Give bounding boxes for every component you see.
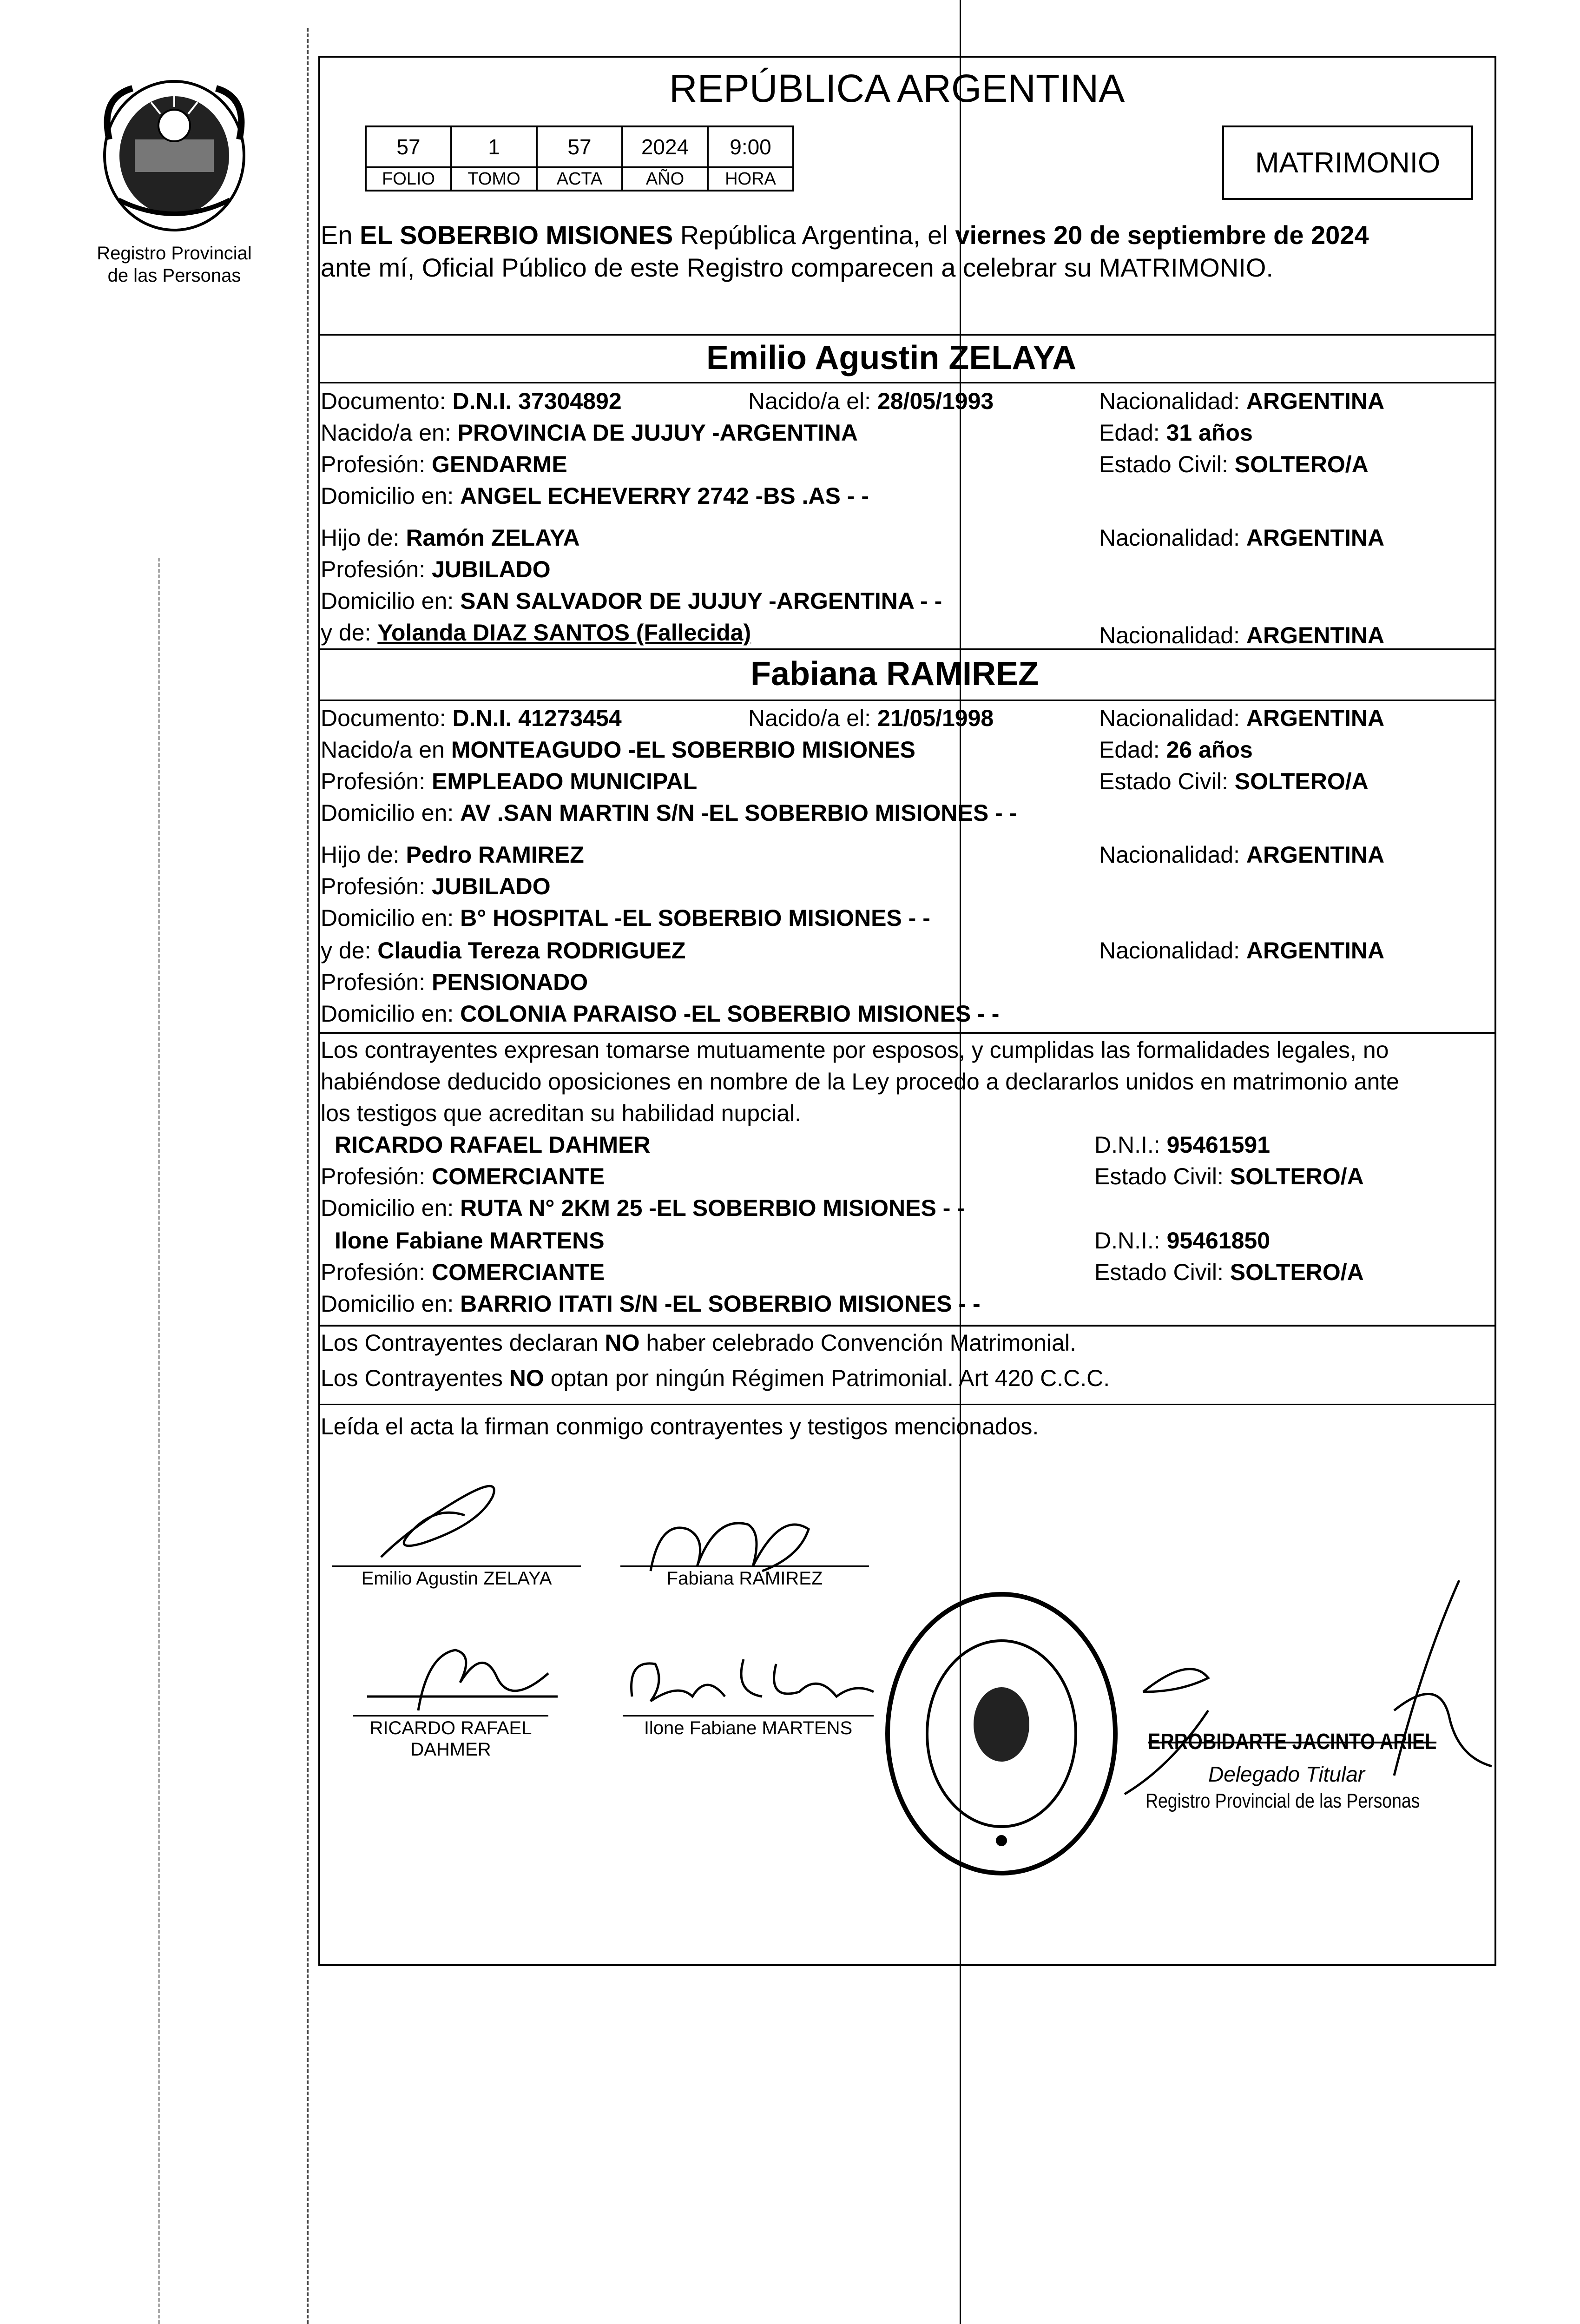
label: Hijo de: xyxy=(321,842,406,868)
value: COMERCIANTE xyxy=(432,1163,605,1189)
declaration-line1: Los contrayentes expresan tomarse mutuamente por esposos, y cumplidas las formalidades legales, no xyxy=(321,1037,1389,1063)
value: D.N.I. 41273454 xyxy=(452,705,622,731)
official-org: Registro Provincial de las Personas xyxy=(1146,1789,1420,1812)
spouse2-birthplace xyxy=(321,734,915,765)
spouse1-born xyxy=(748,386,994,416)
spouse2-name: Fabiana RAMIREZ xyxy=(750,655,1039,693)
divider-closing xyxy=(318,1404,1496,1405)
value: JUBILADO xyxy=(432,556,551,582)
spouse1-father xyxy=(321,522,580,553)
spouse2-doc xyxy=(321,703,622,733)
spouse1-mother xyxy=(321,617,751,648)
spouse2-father-profession xyxy=(321,871,551,902)
spouse2-profession xyxy=(321,766,697,797)
signature-ricardo xyxy=(362,1636,567,1720)
label: Documento: xyxy=(321,388,453,414)
label: Profesión: xyxy=(321,1259,432,1285)
signature-name-ricardo-2: DAHMER xyxy=(410,1739,491,1760)
value: ARGENTINA xyxy=(1246,938,1385,964)
official-seal xyxy=(883,1590,1120,1878)
ano-value: 2024 xyxy=(622,126,708,167)
label: Edad: xyxy=(1099,737,1166,763)
spouse1-father-profession xyxy=(321,554,551,585)
intro-line2: ante mí, Oficial Público de este Registro comparecen a celebrar su MATRIMONIO. xyxy=(321,253,1273,282)
signature-line-ilone xyxy=(623,1715,874,1717)
text: optan por ningún Régimen Patrimonial. Art 420 C.C.C. xyxy=(544,1365,1110,1391)
folio-value: 57 xyxy=(366,126,451,167)
value: 31 años xyxy=(1166,420,1253,446)
value: ANGEL ECHEVERRY 2742 -BS .AS - - xyxy=(460,483,869,509)
ano-label: AÑO xyxy=(622,167,708,191)
spouse2-mother-nat xyxy=(1099,935,1384,966)
label: Nacionalidad: xyxy=(1099,622,1246,648)
label: D.N.I.: xyxy=(1094,1228,1167,1254)
intro-prefix: En xyxy=(321,220,360,250)
spouse2-civil xyxy=(1099,766,1369,797)
value: AV .SAN MARTIN S/N -EL SOBERBIO MISIONES - - xyxy=(460,800,1017,826)
value: 95461591 xyxy=(1166,1132,1271,1158)
label: Nacido/a en: xyxy=(321,420,458,446)
divider-declaration xyxy=(318,1032,1496,1034)
witness1-address xyxy=(321,1193,965,1223)
hora-label: HORA xyxy=(708,167,793,191)
value: JUBILADO xyxy=(432,873,551,899)
value: SOLTERO/A xyxy=(1230,1259,1364,1285)
value: SOLTERO/A xyxy=(1230,1163,1364,1189)
label: Nacionalidad: xyxy=(1099,388,1246,414)
value: SOLTERO/A xyxy=(1234,768,1369,794)
value: PENSIONADO xyxy=(432,969,588,995)
label: Nacionalidad: xyxy=(1099,525,1246,551)
value: GENDARME xyxy=(432,451,567,477)
value: Yolanda DIAZ SANTOS (Fallecida) xyxy=(377,620,751,646)
value: 28/05/1993 xyxy=(877,388,994,414)
country-title: REPÚBLICA ARGENTINA xyxy=(669,66,1125,110)
label: Nacionalidad: xyxy=(1099,705,1246,731)
label: Nacionalidad: xyxy=(1099,842,1246,868)
closing-text: Leída el acta la firman conmigo contrayentes y testigos mencionados. xyxy=(321,1413,1039,1439)
label: Domicilio en: xyxy=(321,1001,461,1027)
label: Domicilio en: xyxy=(321,800,461,826)
label: Edad: xyxy=(1099,420,1166,446)
value: SAN SALVADOR DE JUJUY -ARGENTINA - - xyxy=(460,588,942,614)
org-name-line2: de las Personas xyxy=(107,265,241,286)
witness1-civil xyxy=(1094,1161,1364,1192)
label: D.N.I.: xyxy=(1094,1132,1167,1158)
spouse1-father-nat xyxy=(1099,522,1384,553)
label: Profesión: xyxy=(321,969,432,995)
value: B° HOSPITAL -EL SOBERBIO MISIONES - - xyxy=(460,905,930,931)
witness1-name: RICARDO RAFAEL DAHMER xyxy=(335,1132,651,1158)
tomo-value: 1 xyxy=(451,126,537,167)
agreement-line2 xyxy=(321,1363,1110,1393)
folio-label: FOLIO xyxy=(366,167,451,191)
value: PROVINCIA DE JUJUY -ARGENTINA xyxy=(457,420,858,446)
spouse2-father-address xyxy=(321,903,930,933)
spouse2-born xyxy=(748,703,994,733)
value: Pedro RAMIREZ xyxy=(406,842,584,868)
spouse2-mother-profession xyxy=(321,967,588,997)
intro-mid: República Argentina, el xyxy=(673,220,955,250)
record-reference-table xyxy=(365,125,794,191)
value: ARGENTINA xyxy=(1246,622,1385,648)
spouse2-age xyxy=(1099,734,1253,765)
misiones-coat-of-arms-icon xyxy=(91,70,258,237)
spouse2-mother-address xyxy=(321,998,999,1029)
spouse1-address xyxy=(321,481,869,511)
signature-line-emilio xyxy=(332,1565,581,1567)
label: Estado Civil: xyxy=(1099,768,1235,794)
divider-agreement xyxy=(318,1325,1496,1327)
value: ARGENTINA xyxy=(1246,705,1385,731)
divider-spouse2-header xyxy=(318,700,1496,701)
label: Profesión: xyxy=(321,556,432,582)
witness1-dni xyxy=(1094,1129,1270,1160)
province-logo xyxy=(91,70,258,237)
value: EMPLEADO MUNICIPAL xyxy=(432,768,698,794)
witness2-name: Ilone Fabiane MARTENS xyxy=(335,1228,605,1254)
seal-icon xyxy=(883,1590,1120,1878)
acta-value: 57 xyxy=(537,126,622,167)
text: Los Contrayentes declaran xyxy=(321,1330,605,1356)
value: 21/05/1998 xyxy=(877,705,994,731)
intro-place: EL SOBERBIO MISIONES xyxy=(360,220,673,250)
document-type-box xyxy=(1222,125,1473,200)
agreement-line1 xyxy=(321,1327,1076,1358)
emphasis: NO xyxy=(605,1330,640,1356)
declaration-line3: los testigos que acreditan su habilidad nupcial. xyxy=(321,1100,802,1126)
signature-line-ricardo xyxy=(353,1715,548,1717)
text: Los Contrayentes xyxy=(321,1365,509,1391)
divider-spouse1-header xyxy=(318,382,1496,383)
value: ARGENTINA xyxy=(1246,525,1385,551)
label: Domicilio en: xyxy=(321,1195,461,1221)
label: Estado Civil: xyxy=(1094,1163,1230,1189)
hora-value: 9:00 xyxy=(708,126,793,167)
label: Domicilio en: xyxy=(321,905,461,931)
intro-line1 xyxy=(321,218,1369,252)
signature-name-fabiana: Fabiana RAMIREZ xyxy=(666,1568,823,1589)
value: ARGENTINA xyxy=(1246,842,1385,868)
org-name-line1: Registro Provincial xyxy=(97,243,252,264)
label: Profesión: xyxy=(321,451,432,477)
signature-name-ricardo-1: RICARDO RAFAEL xyxy=(369,1718,532,1738)
value: Ramón ZELAYA xyxy=(406,525,580,551)
spouse2-father-nat xyxy=(1099,839,1384,870)
spouse1-birthplace xyxy=(321,417,858,448)
spouse2-address xyxy=(321,798,1017,828)
label: Domicilio en: xyxy=(321,588,461,614)
value: BARRIO ITATI S/N -EL SOBERBIO MISIONES - - xyxy=(460,1291,981,1317)
label: Profesión: xyxy=(321,768,432,794)
value: RUTA N° 2KM 25 -EL SOBERBIO MISIONES - - xyxy=(460,1195,965,1221)
spouse2-father xyxy=(321,839,584,870)
tomo-label: TOMO xyxy=(451,167,537,191)
value: COLONIA PARAISO -EL SOBERBIO MISIONES - - xyxy=(460,1001,1000,1027)
label: Profesión: xyxy=(321,1163,432,1189)
label: Nacionalidad: xyxy=(1099,938,1246,964)
value: 95461850 xyxy=(1166,1228,1271,1254)
witness2-address xyxy=(321,1288,981,1319)
acta-label: ACTA xyxy=(537,167,622,191)
signature-line-fabiana xyxy=(620,1565,869,1567)
spouse1-mother-nat xyxy=(1099,620,1384,651)
witness2-civil xyxy=(1094,1257,1364,1287)
value: 26 años xyxy=(1166,737,1253,763)
declaration-line2: habiéndose deducido oposiciones en nombre de la Ley procedo a declararlos unidos en matrimonio ante xyxy=(321,1069,1399,1095)
official-name: ERROBIDARTE JACINTO ARIEL xyxy=(1148,1730,1437,1754)
spouse1-father-address xyxy=(321,586,942,616)
label: Nacido/a el: xyxy=(748,705,877,731)
signature-ilone xyxy=(623,1645,883,1715)
signature-emilio xyxy=(353,1473,548,1566)
value: Claudia Tereza RODRIGUEZ xyxy=(377,938,686,964)
witness2-dni xyxy=(1094,1225,1270,1256)
witness2-profession xyxy=(321,1257,605,1287)
value: SOLTERO/A xyxy=(1234,451,1369,477)
value: MONTEAGUDO -EL SOBERBIO MISIONES xyxy=(451,737,915,763)
label: y de: xyxy=(321,620,378,646)
witness1-profession xyxy=(321,1161,605,1192)
label: Nacido/a en xyxy=(321,737,451,763)
official-title: Delegado Titular xyxy=(1208,1762,1365,1786)
signature-name-ilone: Ilone Fabiane MARTENS xyxy=(644,1718,853,1738)
spouse1-civil xyxy=(1099,449,1369,480)
signature-name-emilio: Emilio Agustin ZELAYA xyxy=(361,1568,552,1589)
spouse1-age xyxy=(1099,417,1253,448)
label: Hijo de: xyxy=(321,525,406,551)
label: Domicilio en: xyxy=(321,483,461,509)
spouse2-nat xyxy=(1099,703,1384,733)
spouse2-mother xyxy=(321,935,685,966)
spouse1-profession xyxy=(321,449,567,480)
value: D.N.I. 37304892 xyxy=(452,388,622,414)
label: Documento: xyxy=(321,705,453,731)
document-type: MATRIMONIO xyxy=(1255,146,1441,179)
label: Estado Civil: xyxy=(1094,1259,1230,1285)
spouse1-doc xyxy=(321,386,622,416)
label: Domicilio en: xyxy=(321,1291,461,1317)
label: Profesión: xyxy=(321,873,432,899)
margin-dash-far xyxy=(158,558,160,2324)
label: Estado Civil: xyxy=(1099,451,1235,477)
text: haber celebrado Convención Matrimonial. xyxy=(639,1330,1076,1356)
spouse1-nat xyxy=(1099,386,1384,416)
emphasis: NO xyxy=(509,1365,544,1391)
value: ARGENTINA xyxy=(1246,388,1385,414)
margin-dash-left xyxy=(307,28,309,2324)
label: y de: xyxy=(321,938,378,964)
value: COMERCIANTE xyxy=(432,1259,605,1285)
label: Nacido/a el: xyxy=(748,388,877,414)
spouse1-name: Emilio Agustin ZELAYA xyxy=(706,339,1077,376)
intro-date: viernes 20 de septiembre de 2024 xyxy=(955,220,1369,250)
